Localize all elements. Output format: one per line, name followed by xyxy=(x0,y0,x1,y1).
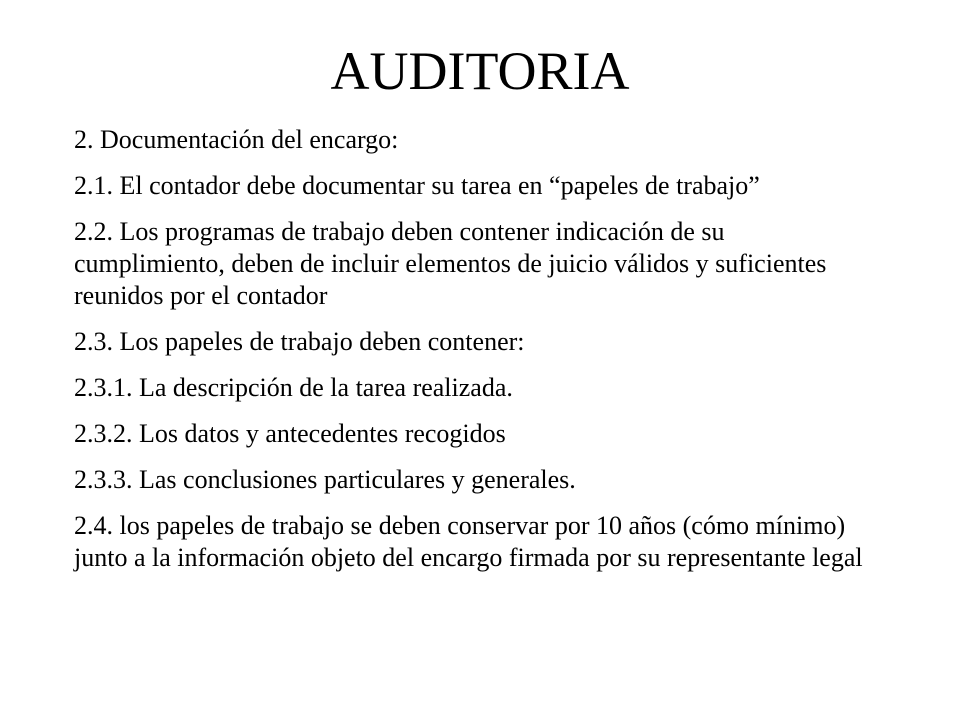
paragraph-2-3-1: 2.3.1. La descripción de la tarea realizada. xyxy=(74,373,513,402)
paragraph-2-3: 2.3. Los papeles de trabajo deben contener: xyxy=(74,327,525,356)
paragraph-2-4: 2.4. los papeles de trabajo se deben conservar por 10 años (cómo mínimo) junto a la información objeto del encargo firmada por su representante legal xyxy=(74,511,863,572)
paragraph-2-2: 2.2. Los programas de trabajo deben contener indicación de su cumplimiento, deben de incluir elementos de juicio válidos y suficientes reunidos por el contador xyxy=(74,217,827,310)
slide-title: AUDITORIA xyxy=(330,41,630,101)
paragraph-2-3-3: 2.3.3. Las conclusiones particulares y generales. xyxy=(74,465,576,494)
paragraph-2-1: 2.1. El contador debe documentar su tarea en “papeles de trabajo” xyxy=(74,171,760,200)
paragraph-2-3-2: 2.3.2. Los datos y antecedentes recogidos xyxy=(74,419,506,448)
slide-body xyxy=(74,124,874,588)
paragraph-section-2: 2. Documentación del encargo: xyxy=(74,125,399,154)
